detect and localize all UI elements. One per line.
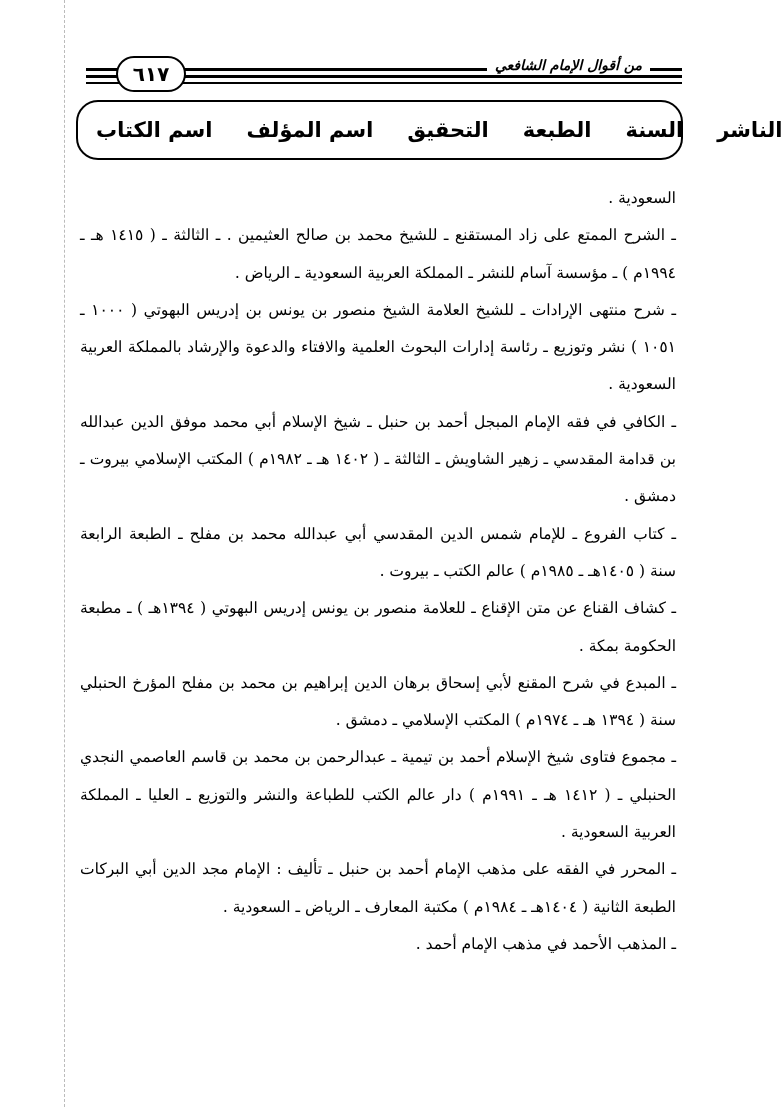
running-title: من أقوال الإمام الشافعي <box>487 58 650 74</box>
column-year: السنة <box>625 118 684 142</box>
column-publisher: الناشر <box>717 118 782 142</box>
bibliography-entry: ـ كتاب الفروع ـ للإمام شمس الدين المقدسي أبي عبدالله محمد بن مفلح ـ الطبعة الرابعة سنة ( ١٤٠٥هـ ـ ١٩٨٥م ) عالم الكتب ـ بيروت . <box>80 524 676 580</box>
bibliography-entry: السعودية . <box>608 189 676 207</box>
bibliography-entry: ـ الشرح الممتع على زاد المستقنع ـ للشيخ محمد بن صالح العثيمين . ـ الثالثة ـ ( ١٤١٥ هـ ـ ١٩٩٤م ) ـ مؤسسة آسام للنشر ـ المملكة العربية السعودية ـ الرياض . <box>80 226 676 282</box>
bibliography-entry: ـ كشاف القناع عن متن الإقناع ـ للعلامة منصور بن يونس إدريس البهوتي ( ١٣٩٤هـ ) ـ مطبعة الحكومة بمكة . <box>80 599 676 655</box>
columns-header-box <box>76 100 782 160</box>
column-edition: الطبعة <box>522 118 592 142</box>
bibliography-entry: ـ المبدع في شرح المقنع لأبي إسحاق برهان الدين إبراهيم بن محمد بن مفلح المؤرخ الحنبلي سنة ( ١٣٩٤ هـ ـ ١٩٧٤م ) المكتب الإسلامي ـ دمشق . <box>80 673 676 730</box>
column-book-name: اسم الكتاب <box>96 118 213 142</box>
column-author-name: اسم المؤلف <box>246 118 374 142</box>
column-editor: التحقيق <box>407 118 489 142</box>
bibliography-list <box>80 180 676 963</box>
bibliography-entry: ـ المذهب الأحمد في مذهب الإمام أحمد . <box>415 934 676 953</box>
bibliography-entry: ـ مجموع فتاوى شيخ الإسلام أحمد بن تيمية ـ عبدالرحمن بن محمد بن قاسم العاصمي النجدي الحنبلي ـ ( ١٤١٢ هـ ـ ١٩٩١م ) دار عالم الكتب للطباعة والنشر والتوزيع ـ العليا ـ المملكة العربية السعودية . <box>80 748 676 842</box>
bibliography-entry: ـ الكافي في فقه الإمام المبجل أحمد بن حنبل ـ شيخ الإسلام أبي محمد موفق الدين عبدالله بن قدامة المقدسي ـ زهير الشاويش ـ الثالثة ـ ( ١٤٠٢ هـ ـ ١٩٨٢م ) المكتب الإسلامي بيروت ـ دمشق . <box>80 412 676 506</box>
bibliography-entry: ـ المحرر في الفقه على مذهب الإمام أحمد بن حنبل ـ تأليف : الإمام مجد الدين أبي البركات الطبعة الثانية ( ١٤٠٤هـ ـ ١٩٨٤م ) مكتبة المعارف ـ الرياض ـ السعودية . <box>80 860 676 916</box>
page-header <box>86 56 682 92</box>
page-number: ٦١٧ <box>116 56 186 92</box>
bibliography-entry: ـ شرح منتهى الإرادات ـ للشيخ العلامة الشيخ منصور بن يونس بن إدريس البهوتي ( ١٠٠٠ ـ ١٠٥١ ) نشر وتوزيع ـ رئاسة إدارات البحوث العلمية والافتاء والدعوة والإرشاد بالمملكة العربية السعودية . <box>80 300 676 394</box>
binding-margin-line <box>64 0 65 1107</box>
